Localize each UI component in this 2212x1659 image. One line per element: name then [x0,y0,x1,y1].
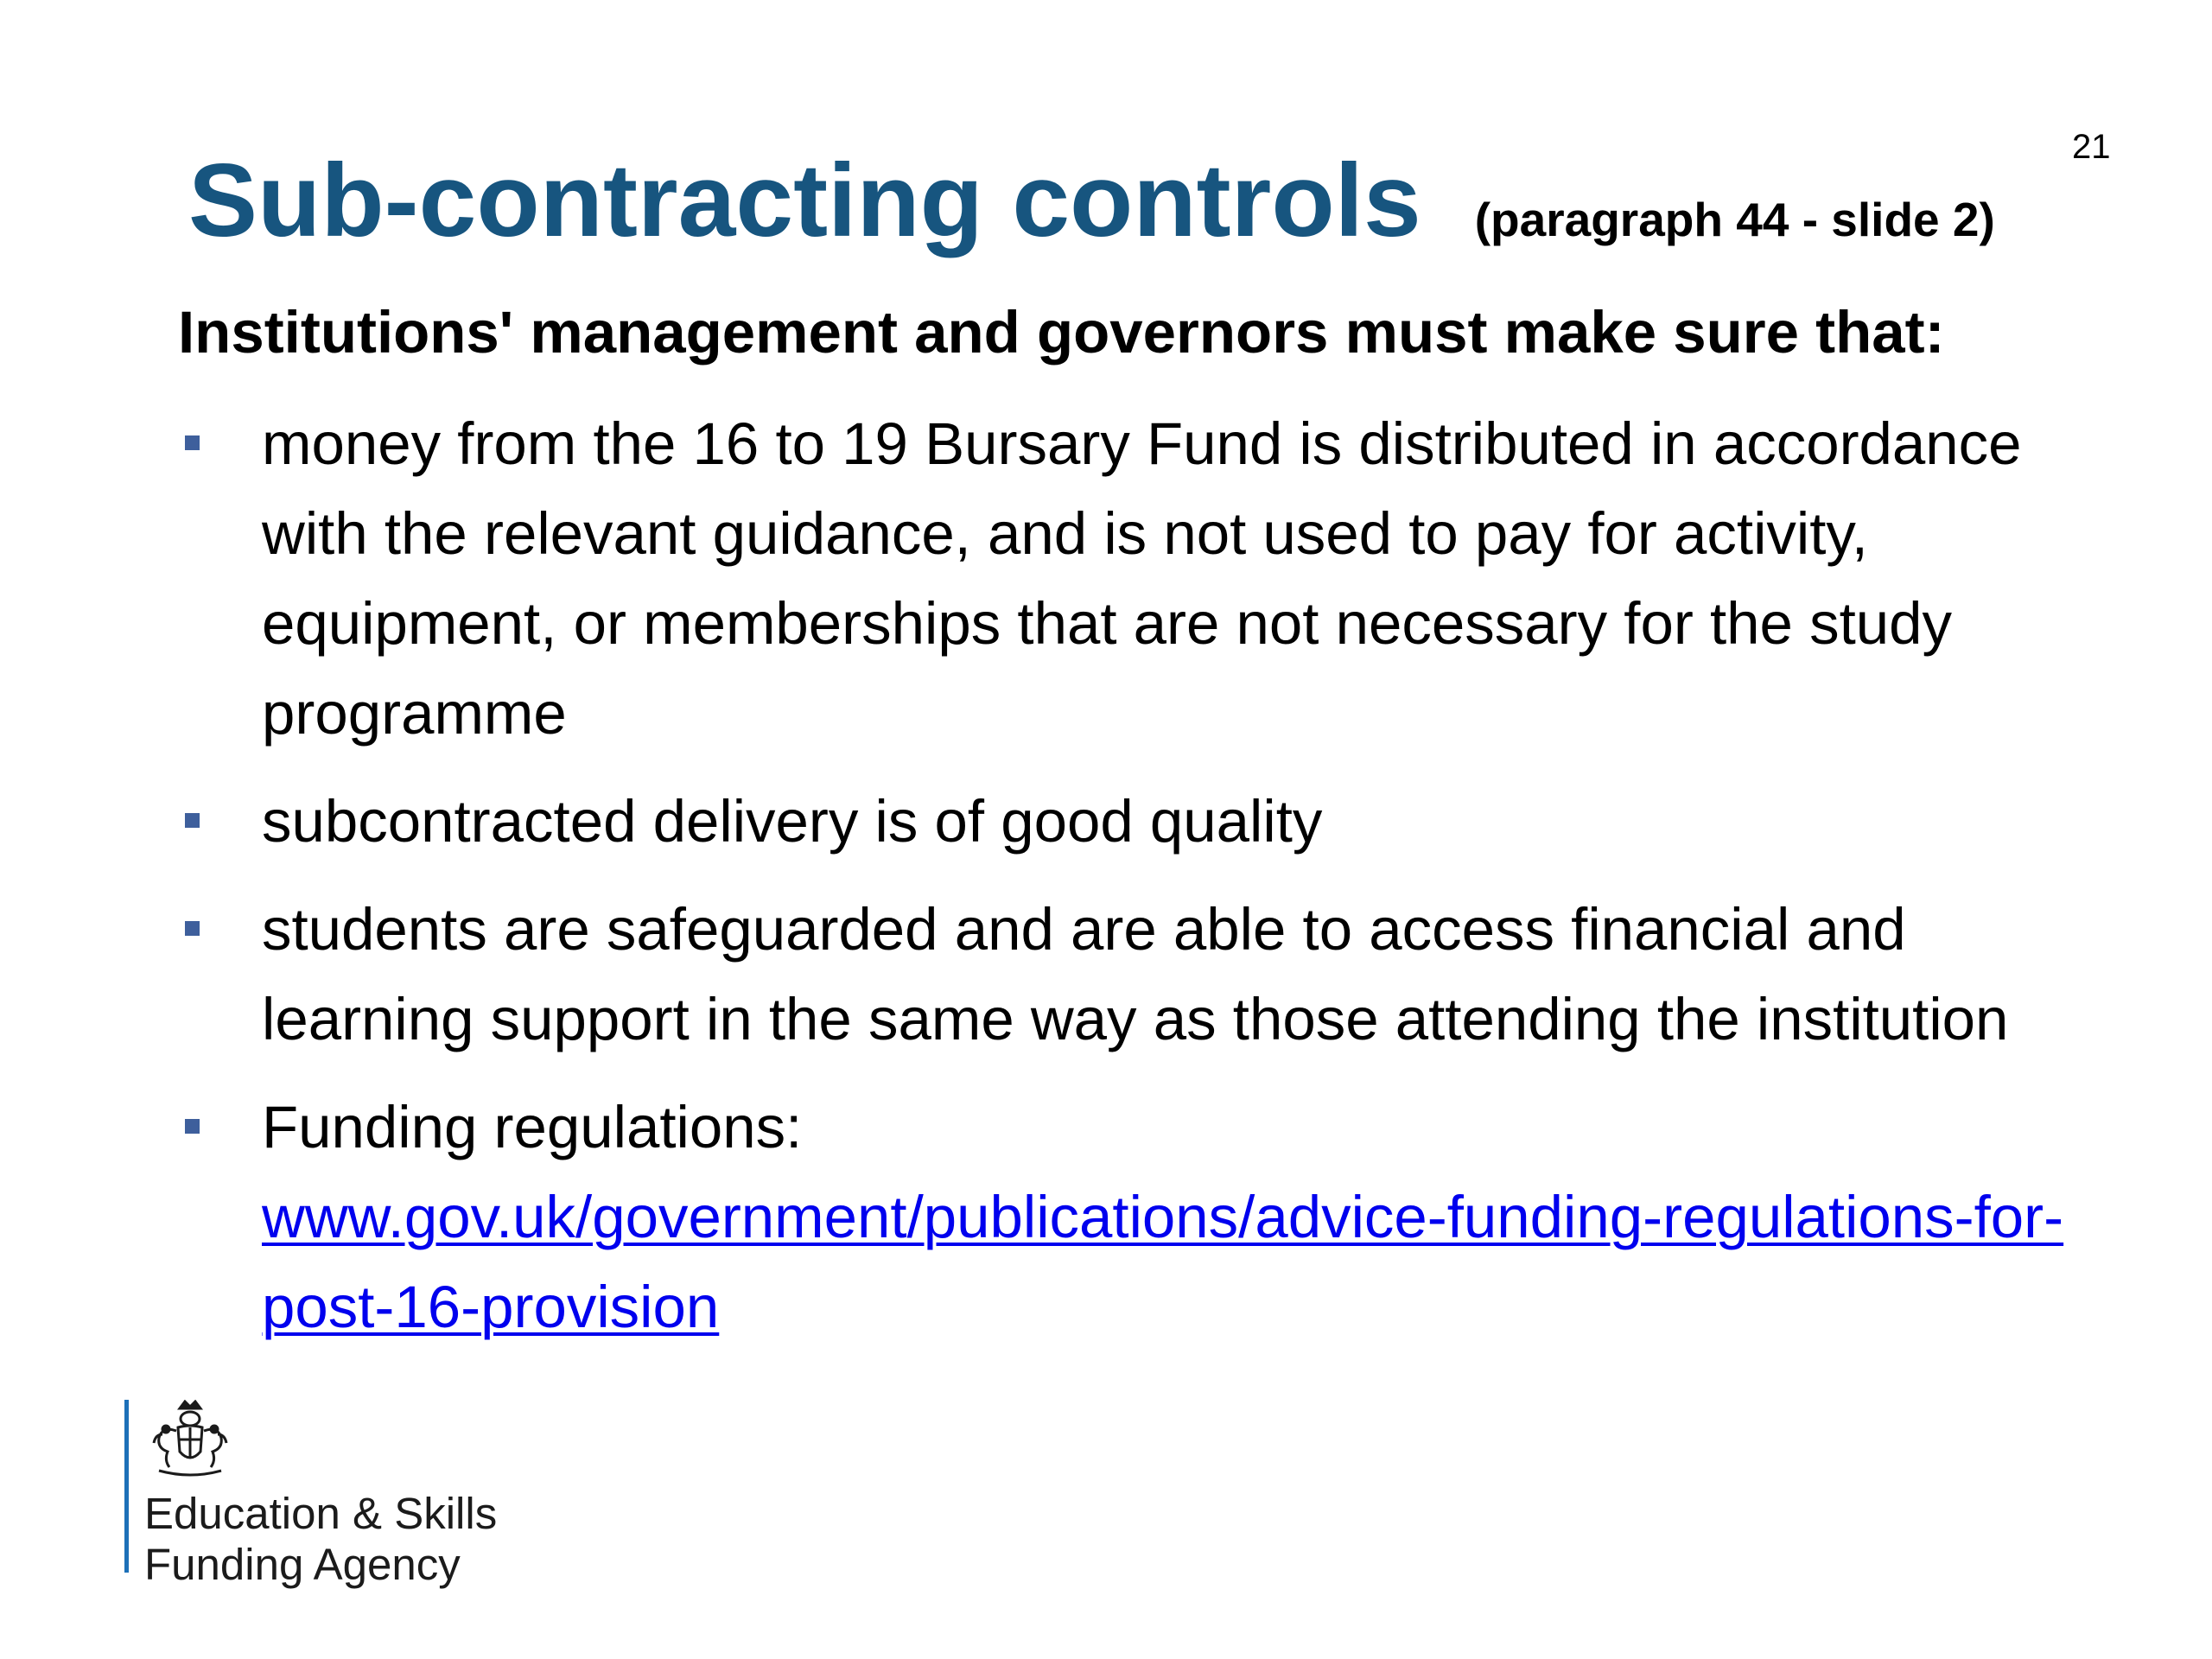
funding-regulations-link[interactable]: www.gov.uk/government/publications/advice-funding-regulations-for-post-16-provision [262,1184,2064,1340]
bullet-list [178,399,2079,1370]
bullet-text: money from the 16 to 19 Bursary Fund is distributed in accordance with the relevant guidance, and is not used to pay for activity, equipment, or memberships that are not necessary for the study programme [262,410,2022,747]
logo-line-2: Funding Agency [144,1540,461,1589]
bullet-item [178,777,2079,867]
bullet-marker [185,921,200,936]
royal-crest-icon [147,1400,233,1479]
logo-text [144,1488,497,1590]
slide-subtitle: (paragraph 44 - slide 2) [1474,193,1995,246]
title-row [188,140,1995,261]
intro-text: Institutions' management and governors must make sure that: [178,299,1945,365]
bullet-marker [185,435,200,450]
bullet-item [178,885,2079,1065]
bullet-item [178,1083,2079,1352]
bullet-text: students are safeguarded and are able to access financial and learning support in the same way as those attending the institution [262,896,2009,1052]
slide-title: Sub-contracting controls [188,143,1421,258]
bullet-item [178,399,2079,759]
bullet-text: Funding regulations: [262,1094,803,1160]
logo-line-1: Education & Skills [144,1489,498,1538]
bullet-text: subcontracted delivery is of good quality [262,788,1323,855]
slide-number: 21 [2072,128,2111,166]
bullet-marker [185,1119,200,1134]
agency-logo [124,1400,574,1589]
logo-rule [124,1400,129,1573]
bullet-marker [185,813,200,828]
